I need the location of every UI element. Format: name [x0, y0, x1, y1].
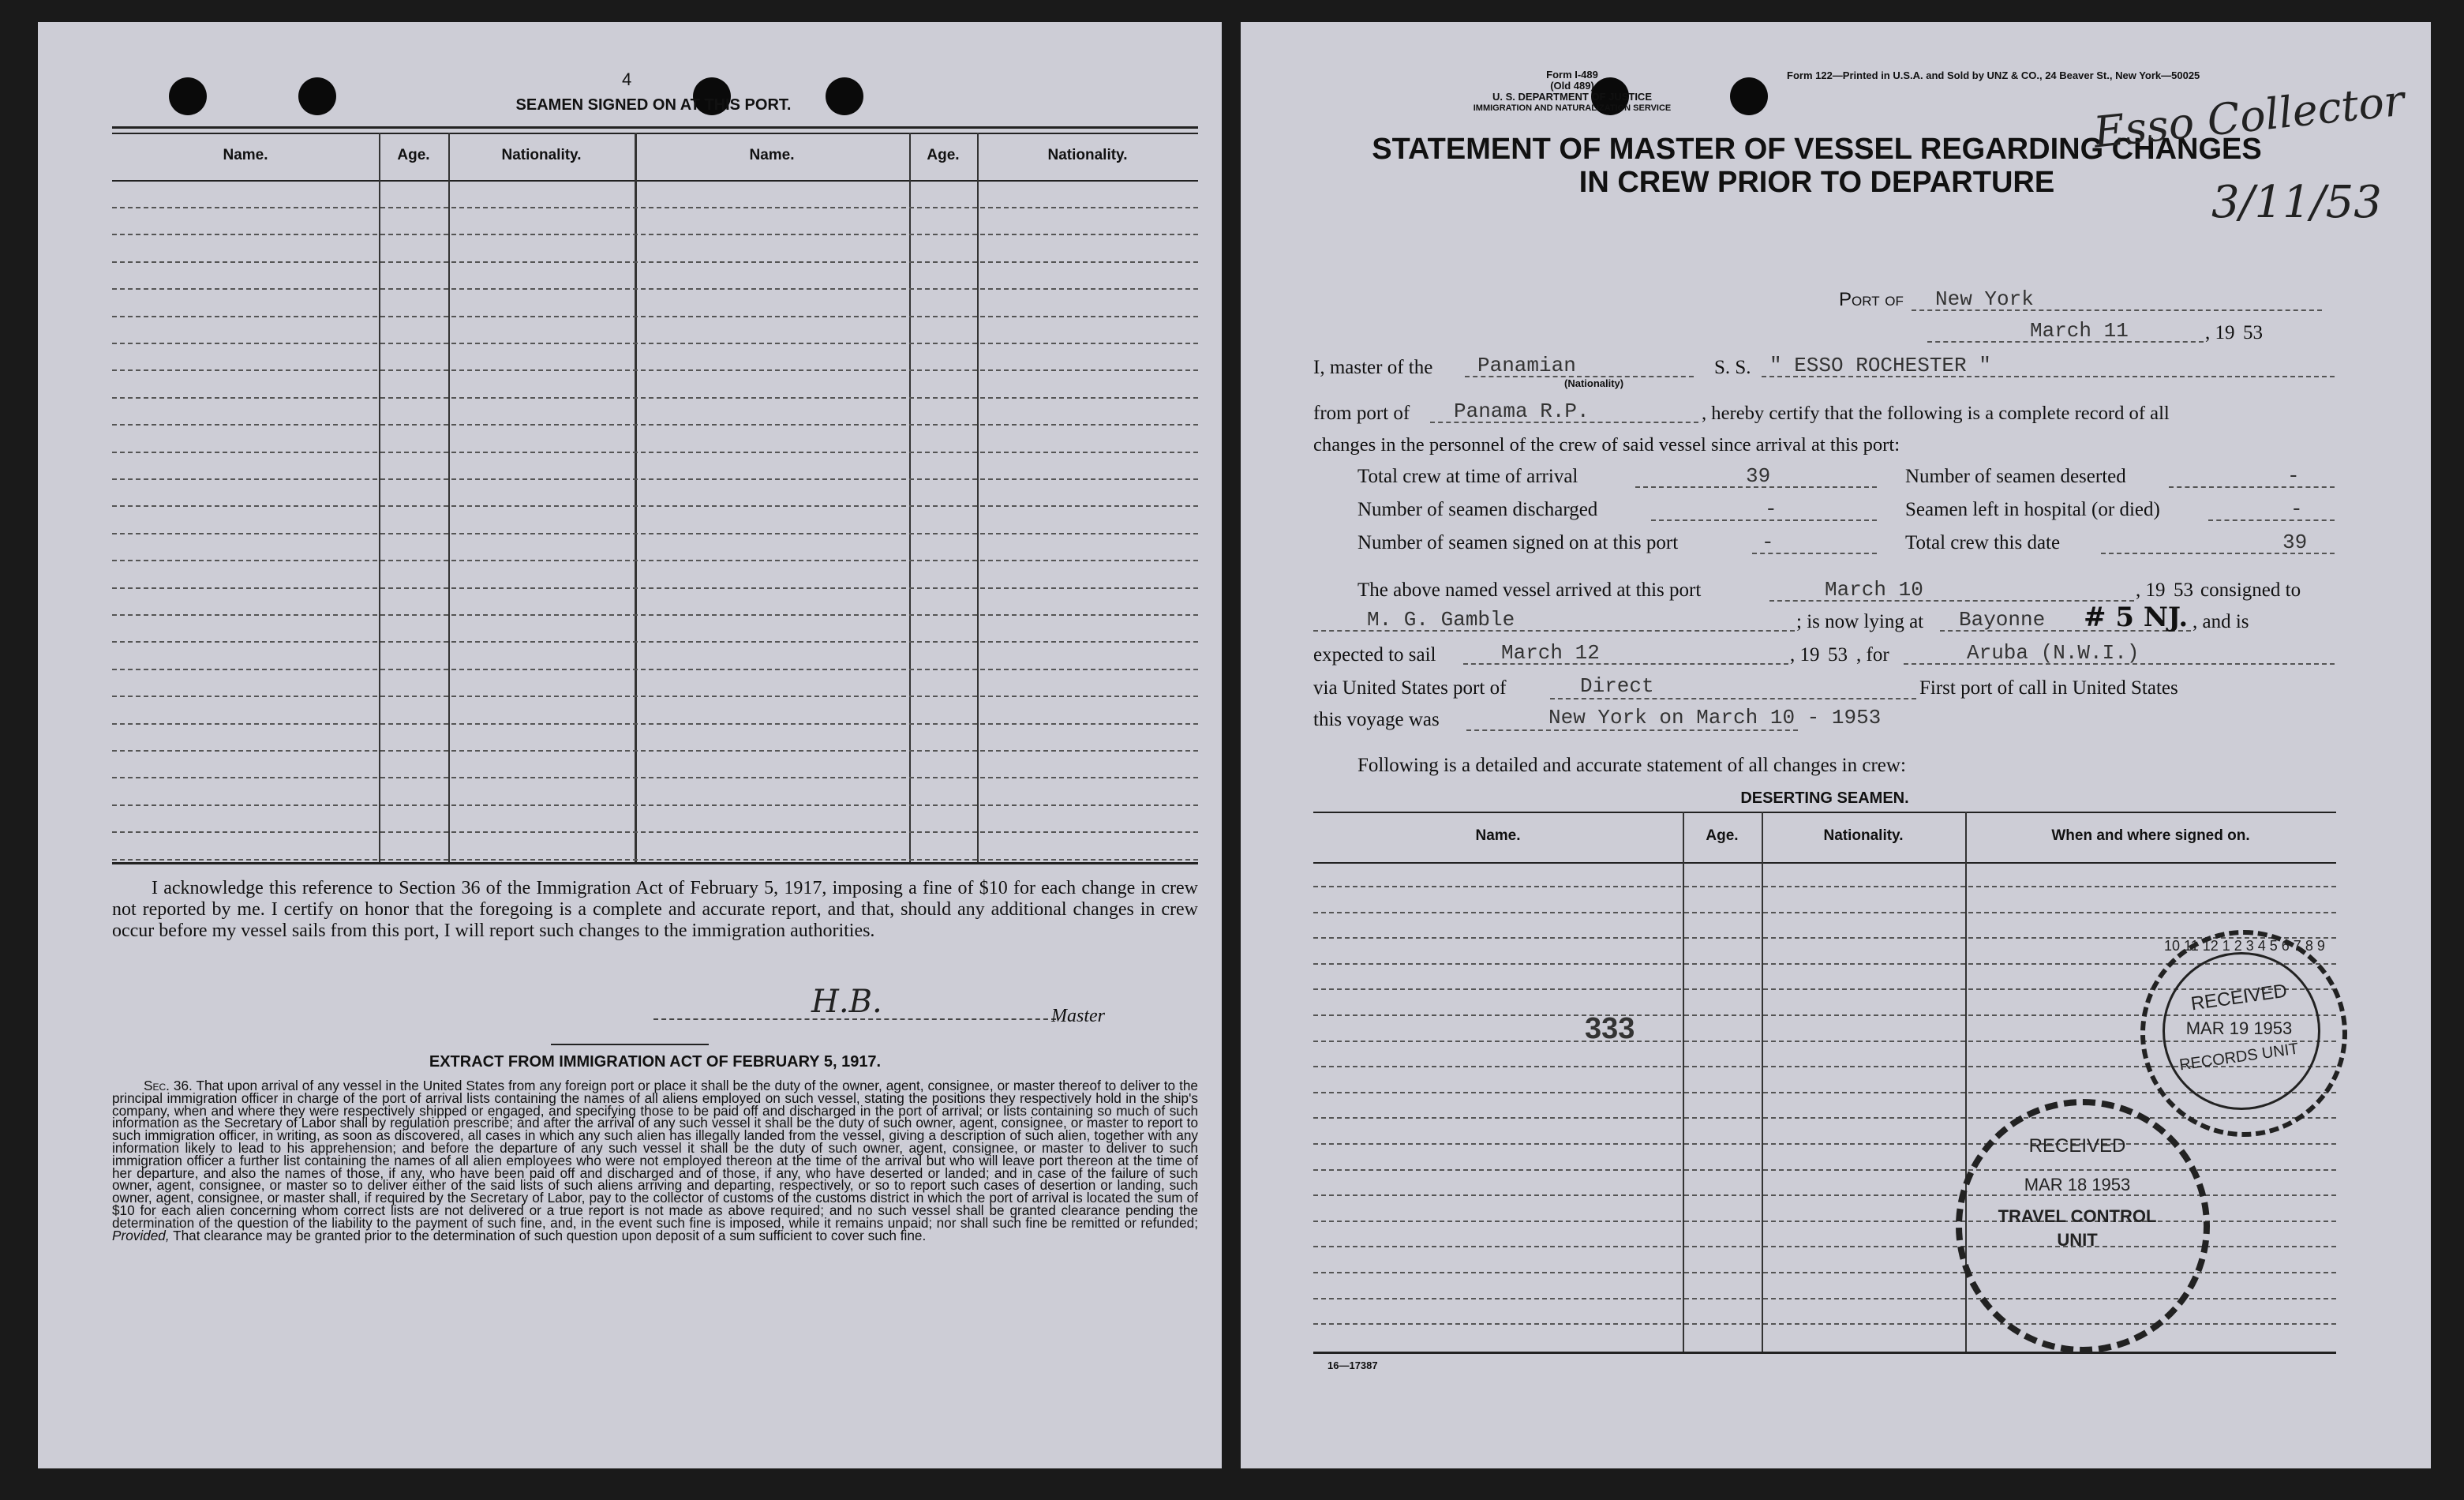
- punch-hole: [169, 77, 207, 115]
- table-row-line: [112, 560, 1198, 561]
- port-value: New York: [1935, 287, 2034, 311]
- table-row-line: [112, 397, 1198, 399]
- table-row-line: [112, 804, 1198, 806]
- total-crew-date-value: 39: [2282, 531, 2308, 554]
- extract-text: That upon arrival of any vessel in the United States from any foreign port or place it shall be the duty of the owner, agent, consignee, or master thereof to deliver to the principal immigration officer in charge of the port of arrival lists containing the names of all aliens employed on such vessel, stating the positions they respectively hold in the ship's company, when and where they were respectively shipped or engaged, and specifying those to be paid off and discharged in the port of arrival; or lists containing so much of such information as the Secretary of Labor shall by regulation prescribe; and after the arrival of any such vessel it shall be the duty of such owner, agent, consignee, or master to report to such immigration officer, in writing, as soon as discovered, all cases in which any such alien has illegally landed from the vessel, giving a description of such alien, together with any information likely to lead to his apprehension; and before the departure of any such vessel it shall be the duty of such owner, agent, consignee, or master to deliver to such immigration officer a further list containing the names of all alien employees who were not employed thereon at the time of the arrival but who will leave port thereon at the time of her departure, and also the names of those, if any, who have been paid off and discharged and of those, if any, who have deserted or landed; and in case of the failure of such owner, agent, consignee, or master so to deliver either of the said lists of such aliens arriving and departing, respectively, or so to report such cases of desertion or landing, such owner, agent, consignee, or master shall, if required by the Secretary of Labor, pay to the collector of customs of the customs district in which the port of arrival is located the sum of $10 for each alien concerning whom correct lists are not delivered or a true report is not made as above required; and no such vessel shall be granted clearance pending the determination of the question of the liability to the payment of such fine, and, in the event such fine is imposed, while it remains unpaid; nor shall such fine be remitted or refunded;: [112, 1078, 1198, 1231]
- left-heading: SEAMEN SIGNED ON AT THIS PORT.: [515, 96, 792, 114]
- column-divider: [635, 133, 637, 862]
- table-row-line: [112, 641, 1198, 643]
- table-row-line: [112, 288, 1198, 290]
- table-rule: [112, 126, 1198, 129]
- table-rule: [1313, 1352, 2336, 1354]
- hospital-value: -: [2290, 497, 2303, 521]
- table-row-line: [112, 859, 1198, 861]
- footer-code: 16—17387: [1327, 1359, 1378, 1371]
- hospital-line: [2208, 519, 2335, 521]
- master-signature: H.B.: [811, 984, 882, 1020]
- divider: [551, 1044, 709, 1045]
- department-name: U. S. DEPARTMENT OF JUSTICE: [1492, 91, 1652, 103]
- right-page: [1241, 22, 2431, 1468]
- table-row-line: [112, 587, 1198, 589]
- extract-title: EXTRACT FROM IMMIGRATION ACT OF FEBRUARY 5, 1917.: [429, 1053, 882, 1071]
- table-rule: [112, 862, 1198, 864]
- arrived-year-prefix: , 19: [2136, 579, 2166, 601]
- deserted-label: Number of seamen deserted: [1905, 466, 2126, 487]
- total-crew-arrival-label: Total crew at time of arrival: [1357, 466, 1578, 487]
- lying-value: Bayonne: [1959, 608, 2046, 632]
- table-row-line: [112, 669, 1198, 670]
- table-row-line: [112, 369, 1198, 371]
- handwritten-note: Esso Collector: [2091, 75, 2407, 158]
- table-row-line: [112, 424, 1198, 426]
- table-row-line: [1313, 1117, 2336, 1119]
- table-rule: [1313, 862, 2336, 864]
- table-row-line: [112, 777, 1198, 778]
- extract-provided: Provided,: [112, 1227, 170, 1243]
- column-header-nationality: Nationality.: [1823, 827, 1904, 844]
- column-divider: [1683, 812, 1684, 1352]
- stamp2-unit-line: TRAVEL CONTROL: [1998, 1206, 2157, 1226]
- column-divider: [448, 133, 450, 862]
- acknowledgement-text: I acknowledge this reference to Section 36 of the Immigration Act of February 5, 1917, imposing a fine of $10 for each change in crew not reported by me. I certify on honor that the foregoing is a complete and accurate report, and that, should any additional changes in crew occur before my vessel sails from this port, I will report such changes to the immigration authorities.: [112, 878, 1198, 941]
- from-port-label: from port of: [1313, 403, 1410, 424]
- voyage-line: [1466, 729, 1798, 731]
- table-row-line: [112, 207, 1198, 208]
- master-of-label: I, master of the: [1313, 357, 1433, 378]
- table-row-line: [112, 234, 1198, 235]
- date-value: March 11: [2030, 319, 2129, 343]
- table-row-line: [112, 696, 1198, 697]
- changes-text: changes in the personnel of the crew of said vessel since arrival at this port:: [1313, 434, 1900, 456]
- column-header-signed-on: When and where signed on.: [2051, 827, 2250, 844]
- column-header-name: Name.: [223, 147, 268, 163]
- consignee: M. G. Gamble: [1367, 608, 1515, 632]
- form-number: Form I-489: [1546, 69, 1598, 81]
- consigned-label: consigned to: [2200, 579, 2301, 601]
- port-label: Port of: [1839, 289, 1904, 310]
- table-row-line: [1313, 886, 2336, 887]
- lying-handwritten: # 5 NJ.: [2084, 602, 2189, 633]
- total-crew-arrival-value: 39: [1746, 464, 1771, 488]
- column-divider: [977, 133, 979, 862]
- form-old-number: (Old 489): [1550, 80, 1594, 92]
- form-header: [1414, 69, 1730, 114]
- stamp-received: RECEIVED: [2189, 980, 2289, 1015]
- page-number: 4: [622, 69, 632, 89]
- nationality-value: Panamian: [1477, 354, 1576, 377]
- via-line: [1550, 698, 1916, 699]
- stamp2-received: RECEIVED: [2028, 1135, 2126, 1157]
- column-header-nationality: Nationality.: [501, 147, 582, 163]
- table-row-line: [1313, 912, 2336, 913]
- column-header-age: Age.: [1706, 827, 1739, 844]
- following-label: Following is a detailed and accurate statement of all changes in crew:: [1357, 755, 1906, 776]
- ss-label: S. S.: [1714, 357, 1751, 378]
- stamp-date: MAR 19 1953: [2185, 1018, 2293, 1038]
- via-value: Direct: [1580, 674, 1654, 698]
- table-rule: [1313, 812, 2336, 813]
- table-row-line: [112, 316, 1198, 317]
- table-row-line: [112, 614, 1198, 616]
- via-label: via United States port of: [1313, 677, 1507, 699]
- table-row-line: [112, 452, 1198, 453]
- for-label: , for: [1856, 644, 1889, 666]
- table-row-line: [1313, 1323, 2336, 1325]
- stamp2-unit: UNIT: [2057, 1230, 2098, 1250]
- lying-label: ; is now lying at: [1796, 611, 1924, 632]
- first-port-label: First port of call in United States: [1919, 677, 2178, 699]
- table-row-line: [112, 261, 1198, 263]
- from-port-value: Panama R.P.: [1454, 399, 1590, 423]
- table-row-line: [112, 533, 1198, 534]
- table-rule: [112, 133, 1198, 134]
- arrived-date: March 10: [1825, 578, 1923, 602]
- stamp2-date: MAR 18 1953: [2024, 1175, 2131, 1194]
- extract-section-label: Sec. 36.: [144, 1078, 193, 1093]
- expected-label: expected to sail: [1313, 644, 1436, 666]
- nationality-caption: (Nationality): [1564, 377, 1624, 389]
- service-name: IMMIGRATION AND NATURALIZATION SERVICE: [1473, 103, 1672, 113]
- table-row-line: [1313, 1143, 2336, 1145]
- sail-date: March 12: [1501, 641, 1600, 665]
- table-row-line: [112, 478, 1198, 480]
- deserting-heading: DESERTING SEAMEN.: [1740, 789, 1909, 807]
- year-prefix: , 19: [2205, 322, 2235, 343]
- and-is-label: , and is: [2193, 611, 2249, 632]
- sail-year: 53: [1828, 644, 1848, 666]
- voyage-value: New York on March 10 - 1953: [1548, 706, 1882, 729]
- discharged-value: -: [1765, 497, 1777, 521]
- deserted-value: -: [2287, 464, 2300, 488]
- stamp-number: 333: [1585, 1012, 1635, 1045]
- vessel-name: " ESSO ROCHESTER ": [1769, 354, 1991, 377]
- extract-tail: That clearance may be granted prior to the determination of such question upon deposit of a sum sufficient to cover such fine.: [173, 1227, 927, 1243]
- handwritten-date: 3/11/53: [2211, 177, 2382, 228]
- table-rule: [112, 180, 1198, 182]
- column-header-age: Age.: [927, 147, 960, 163]
- arrived-label: The above named vessel arrived at this port: [1357, 579, 1702, 601]
- stamp-unit: RECORDS UNIT: [2178, 1040, 2300, 1074]
- extract-body: [112, 1080, 1198, 1242]
- discharged-line: [1651, 519, 1877, 521]
- master-label: Master: [1051, 1006, 1105, 1026]
- printer-note: Form 122—Printed in U.S.A. and Sold by UNZ & CO., 24 Beaver St., New York—50025: [1787, 69, 2200, 81]
- table-row-line: [112, 505, 1198, 507]
- discharged-label: Number of seamen discharged: [1357, 499, 1598, 520]
- destination: Aruba (N.W.I.): [1967, 641, 2140, 665]
- form-title-line2: IN CREW PRIOR TO DEPARTURE: [1578, 166, 2055, 199]
- voyage-label: this voyage was: [1313, 709, 1440, 730]
- stamp-ring-text: 10 11 12 1 2 3 4 5 6 7 8 9: [2164, 938, 2325, 954]
- sail-year-prefix: , 19: [1790, 644, 1820, 666]
- column-divider: [1762, 812, 1763, 1352]
- certify-text: , hereby certify that the following is a complete record of all: [1702, 403, 2170, 424]
- column-header-name: Name.: [1475, 827, 1521, 844]
- column-divider: [909, 133, 911, 862]
- table-row-line: [112, 750, 1198, 752]
- column-header-age: Age.: [397, 147, 430, 163]
- table-row-line: [112, 723, 1198, 725]
- column-header-name: Name.: [749, 147, 795, 163]
- table-row-line: [112, 831, 1198, 833]
- arrived-year: 53: [2174, 579, 2193, 601]
- column-divider: [379, 133, 380, 862]
- form-title-line1: STATEMENT OF MASTER OF VESSEL REGARDING CHANGES: [1372, 133, 2262, 166]
- hospital-label: Seamen left in hospital (or died): [1905, 499, 2160, 520]
- signed-on-label: Number of seamen signed on at this port: [1357, 532, 1679, 553]
- year-value: 53: [2243, 322, 2263, 343]
- punch-hole: [298, 77, 336, 115]
- punch-hole: [1730, 77, 1768, 115]
- table-row-line: [112, 343, 1198, 344]
- column-header-nationality: Nationality.: [1047, 147, 1128, 163]
- signed-on-value: -: [1762, 531, 1774, 554]
- deserted-line: [2169, 486, 2335, 488]
- left-page: [38, 22, 1222, 1468]
- total-crew-date-label: Total crew this date: [1905, 532, 2061, 553]
